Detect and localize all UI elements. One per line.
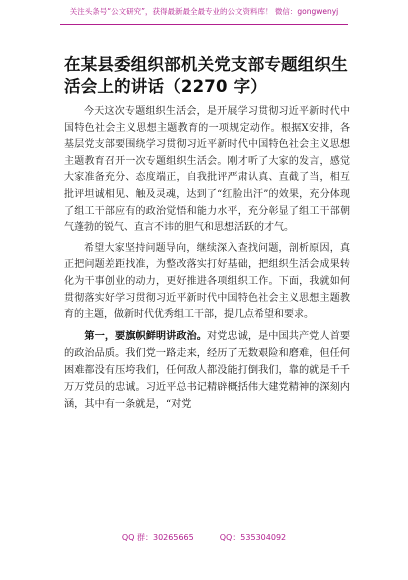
- section-heading: 第一，要旗帜鲜明讲政治。: [84, 329, 207, 342]
- paragraph-section-one: [64, 328, 350, 413]
- header-banner: 关注头条号“公文研究”，获得最新最全最专业的公文资料库！ 微信：gongwenyj: [69, 7, 339, 16]
- document-body: [64, 104, 350, 417]
- paragraph-intro: 今天这次专题组织生活会，是开展学习贯彻习近平新时代中国特色社会主义思想主题教育的一项规定动作。根据X安排，各基层党支部要围绕学习贯彻习近平新时代中国特色社会主义思想主题教育召开一次专题组织生活会。刚才听了大家的发言，感觉大家准备充分、态度端正，自我批评严肃认真、直截了当，相互批评坦诚相见、触及灵魂，达到了“红脸出汗”的效果，充分体现了组工干部应有的政治觉悟和能力水平，充分彰显了组工干部朝气蓬勃的锐气、直言不讳的胆气和思想活跃的才气。: [64, 106, 350, 234]
- paragraph-expectations: 希望大家坚持问题导向，继续深入查找问题，剖析原因，真正把问题差距找准，为整改落实打好基础，把组织生活会成果转化为干事创业的动力，更好推进各项组织工作。下面，我就如何贯彻落实好学习贯彻习近平新时代中国特色社会主义思想主题教育的主题，做新时代优秀组工干部，提几点希望和要求。: [64, 242, 350, 321]
- document-title: 在某县委组织部机关党支部专题组织生活会上的讲话（2270 字）: [64, 55, 348, 96]
- header-divider: [60, 24, 348, 25]
- footer-qq-group: QQ 群：30265665: [121, 533, 194, 542]
- footer-qq: QQ：535304092: [219, 533, 287, 542]
- footer-contact: [0, 532, 408, 546]
- section-text: 对党忠诚，是中国共产党人首要的政治品质。我们党一路走来，经历了无数艰险和磨难，但任何困难都没有压垮我们，任何敌人都没能打倒我们，靠的就是千千万万党员的忠诚。习近平总书记精辟概括伟大建党精神的深刻内涵，其中有一条就是，“对党: [64, 330, 351, 410]
